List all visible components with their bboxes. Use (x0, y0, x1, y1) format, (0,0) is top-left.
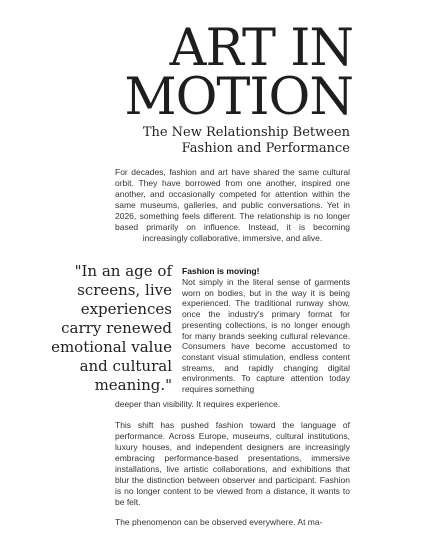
article-title (124, 19, 353, 127)
title-line-1: ART IN (169, 19, 353, 78)
subtitle-line-1: The New Relationship Between (142, 125, 350, 140)
body-paragraph-2: This shift has pushed fashion toward the language of performance. Across Europe, museums, cultural institutions, luxury houses, and independent designers are increasingly embracing performance-based presentations, immersive installations, live artistic collaborations, and exhibitions that blur the distinction between observer and participant. Fashion is no longer content to be viewed from a distance, it wants to be felt. (115, 420, 350, 507)
section-continuation-text: deeper than visibility. It requires experience. (115, 399, 281, 409)
body-paragraph-3: The phenomenon can be observed everywhere. At ma- (115, 517, 323, 527)
pull-quote: "In an age of screens, live experiences carry renewed emotional value and cultural meaning." (51, 262, 172, 394)
article-subtitle (143, 125, 350, 157)
section-column-text: Not simply in the literal sense of garments worn on bodies, but in the way it is being experienced. The traditional runway show, once the industry's primary format for presenting collections, is no longer enough for many brands seeking cultural relevance. Consumers have become accustomed to constant visual stimulation, endless content streams, and rapidly changing digital environments. To capture attention today requires something (182, 277, 350, 395)
intro-paragraph: For decades, fashion and art have shared the same cultural orbit. They have borrowed from one another, inspired one another, and occasionally competed for attention within the same museums, galleries, and public conversations. Yet in 2026, something feels different. The relationship is no longer based primarily on influence. Instead, it is becoming increasingly collaborative, immersive, and alive. (115, 167, 350, 243)
title-line-2: MOTION (124, 68, 353, 127)
subtitle-line-2: Fashion and Performance (181, 141, 350, 156)
section-heading: Fashion is moving! (182, 266, 260, 276)
